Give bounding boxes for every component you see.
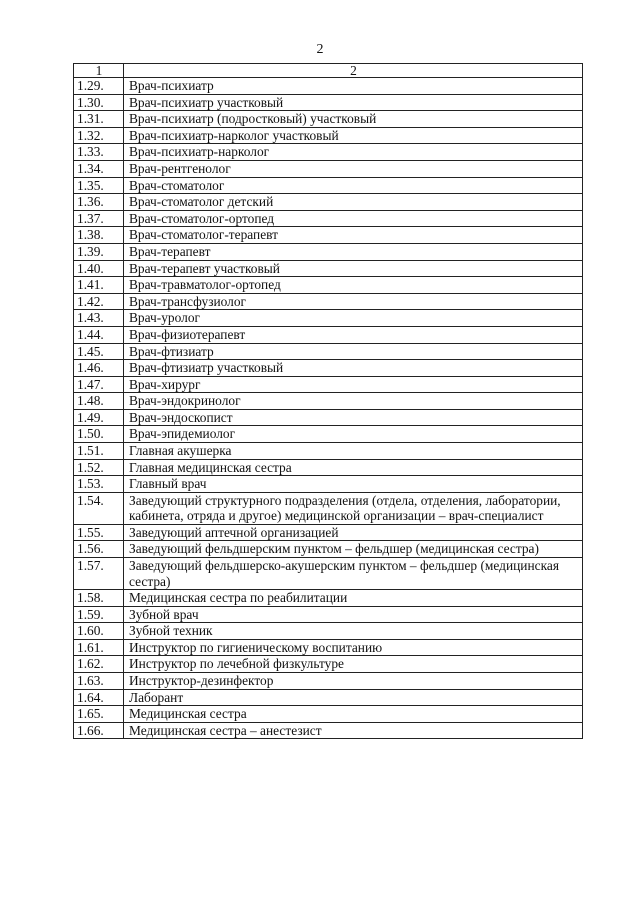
table-row <box>74 476 583 493</box>
position-name: Врач-эндокринолог <box>124 393 583 410</box>
table-row <box>74 443 583 460</box>
position-name: Врач-фтизиатр <box>124 343 583 360</box>
position-name: Медицинская сестра – анестезист <box>124 722 583 739</box>
row-number: 1.30. <box>74 94 124 111</box>
position-name: Врач-физиотерапевт <box>124 326 583 343</box>
row-number: 1.53. <box>74 476 124 493</box>
row-number: 1.55. <box>74 524 124 541</box>
row-number: 1.56. <box>74 541 124 558</box>
table-row <box>74 558 583 590</box>
table-row <box>74 210 583 227</box>
row-number: 1.43. <box>74 310 124 327</box>
table-row <box>74 656 583 673</box>
row-number: 1.57. <box>74 558 124 590</box>
table-row <box>74 160 583 177</box>
row-number: 1.34. <box>74 160 124 177</box>
position-name: Инструктор по лечебной физкультуре <box>124 656 583 673</box>
table-row <box>74 459 583 476</box>
position-name: Врач-фтизиатр участковый <box>124 360 583 377</box>
column-header-position: 2 <box>124 64 583 78</box>
table-row <box>74 623 583 640</box>
position-name: Врач-эндоскопист <box>124 409 583 426</box>
row-number: 1.60. <box>74 623 124 640</box>
row-number: 1.50. <box>74 426 124 443</box>
table-row <box>74 326 583 343</box>
row-number: 1.48. <box>74 393 124 410</box>
table-row <box>74 227 583 244</box>
row-number: 1.40. <box>74 260 124 277</box>
table-row <box>74 310 583 327</box>
table-row <box>74 426 583 443</box>
table-body <box>74 78 583 739</box>
position-name: Врач-терапевт <box>124 243 583 260</box>
position-name: Главная акушерка <box>124 443 583 460</box>
table-row <box>74 606 583 623</box>
position-name: Врач-терапевт участковый <box>124 260 583 277</box>
row-number: 1.46. <box>74 360 124 377</box>
row-number: 1.54. <box>74 492 124 524</box>
position-name: Врач-хирург <box>124 376 583 393</box>
row-number: 1.36. <box>74 194 124 211</box>
position-name: Зубной техник <box>124 623 583 640</box>
row-number: 1.44. <box>74 326 124 343</box>
row-number: 1.49. <box>74 409 124 426</box>
row-number: 1.51. <box>74 443 124 460</box>
position-name: Главный врач <box>124 476 583 493</box>
table-row <box>74 360 583 377</box>
position-name: Врач-психиатр-нарколог <box>124 144 583 161</box>
row-number: 1.31. <box>74 111 124 128</box>
row-number: 1.39. <box>74 243 124 260</box>
position-name: Врач-психиатр-нарколог участковый <box>124 127 583 144</box>
position-name: Лаборант <box>124 689 583 706</box>
position-name: Врач-рентгенолог <box>124 160 583 177</box>
table-row <box>74 541 583 558</box>
row-number: 1.29. <box>74 78 124 95</box>
position-name: Инструктор по гигиеническому воспитанию <box>124 639 583 656</box>
table-row <box>74 343 583 360</box>
row-number: 1.33. <box>74 144 124 161</box>
table-row <box>74 590 583 607</box>
row-number: 1.41. <box>74 277 124 294</box>
position-name: Врач-уролог <box>124 310 583 327</box>
position-name: Врач-психиатр участковый <box>124 94 583 111</box>
table-row <box>74 277 583 294</box>
position-name: Зубной врач <box>124 606 583 623</box>
position-name: Врач-эпидемиолог <box>124 426 583 443</box>
table-row <box>74 243 583 260</box>
position-name: Врач-трансфузиолог <box>124 293 583 310</box>
table-row <box>74 524 583 541</box>
row-number: 1.66. <box>74 722 124 739</box>
position-name: Заведующий структурного подразделения (отдела, отделения, лаборатории, кабинета, отряда и другое) медицинской организации – врач-специалист <box>124 492 583 524</box>
table-row <box>74 94 583 111</box>
row-number: 1.63. <box>74 673 124 690</box>
table-row <box>74 293 583 310</box>
row-number: 1.65. <box>74 706 124 723</box>
row-number: 1.37. <box>74 210 124 227</box>
row-number: 1.47. <box>74 376 124 393</box>
table-row <box>74 177 583 194</box>
position-name: Врач-стоматолог-ортопед <box>124 210 583 227</box>
table-row <box>74 673 583 690</box>
row-number: 1.45. <box>74 343 124 360</box>
position-name: Инструктор-дезинфектор <box>124 673 583 690</box>
table-row <box>74 127 583 144</box>
table-row <box>74 376 583 393</box>
row-number: 1.38. <box>74 227 124 244</box>
position-name: Врач-травматолог-ортопед <box>124 277 583 294</box>
positions-table <box>73 63 583 739</box>
table-row <box>74 144 583 161</box>
position-name: Врач-стоматолог детский <box>124 194 583 211</box>
table-row <box>74 492 583 524</box>
table-row <box>74 639 583 656</box>
row-number: 1.61. <box>74 639 124 656</box>
position-name: Заведующий фельдшерским пунктом – фельдшер (медицинская сестра) <box>124 541 583 558</box>
table-row <box>74 111 583 128</box>
row-number: 1.32. <box>74 127 124 144</box>
table-row <box>74 194 583 211</box>
table-row <box>74 393 583 410</box>
column-header-number: 1 <box>74 64 124 78</box>
page-number: 2 <box>316 42 324 57</box>
position-name: Главная медицинская сестра <box>124 459 583 476</box>
position-name: Врач-стоматолог-терапевт <box>124 227 583 244</box>
position-name: Медицинская сестра <box>124 706 583 723</box>
table-row <box>74 722 583 739</box>
table-header-row <box>74 64 583 78</box>
row-number: 1.52. <box>74 459 124 476</box>
row-number: 1.35. <box>74 177 124 194</box>
row-number: 1.42. <box>74 293 124 310</box>
table-row <box>74 260 583 277</box>
row-number: 1.64. <box>74 689 124 706</box>
position-name: Заведующий аптечной организацией <box>124 524 583 541</box>
position-name: Врач-стоматолог <box>124 177 583 194</box>
position-name: Врач-психиатр <box>124 78 583 95</box>
position-name: Заведующий фельдшерско-акушерским пунктом – фельдшер (медицинская сестра) <box>124 558 583 590</box>
table-row <box>74 409 583 426</box>
row-number: 1.62. <box>74 656 124 673</box>
table-row <box>74 706 583 723</box>
row-number: 1.59. <box>74 606 124 623</box>
table-row <box>74 689 583 706</box>
row-number: 1.58. <box>74 590 124 607</box>
position-name: Медицинская сестра по реабилитации <box>124 590 583 607</box>
table-row <box>74 78 583 95</box>
position-name: Врач-психиатр (подростковый) участковый <box>124 111 583 128</box>
